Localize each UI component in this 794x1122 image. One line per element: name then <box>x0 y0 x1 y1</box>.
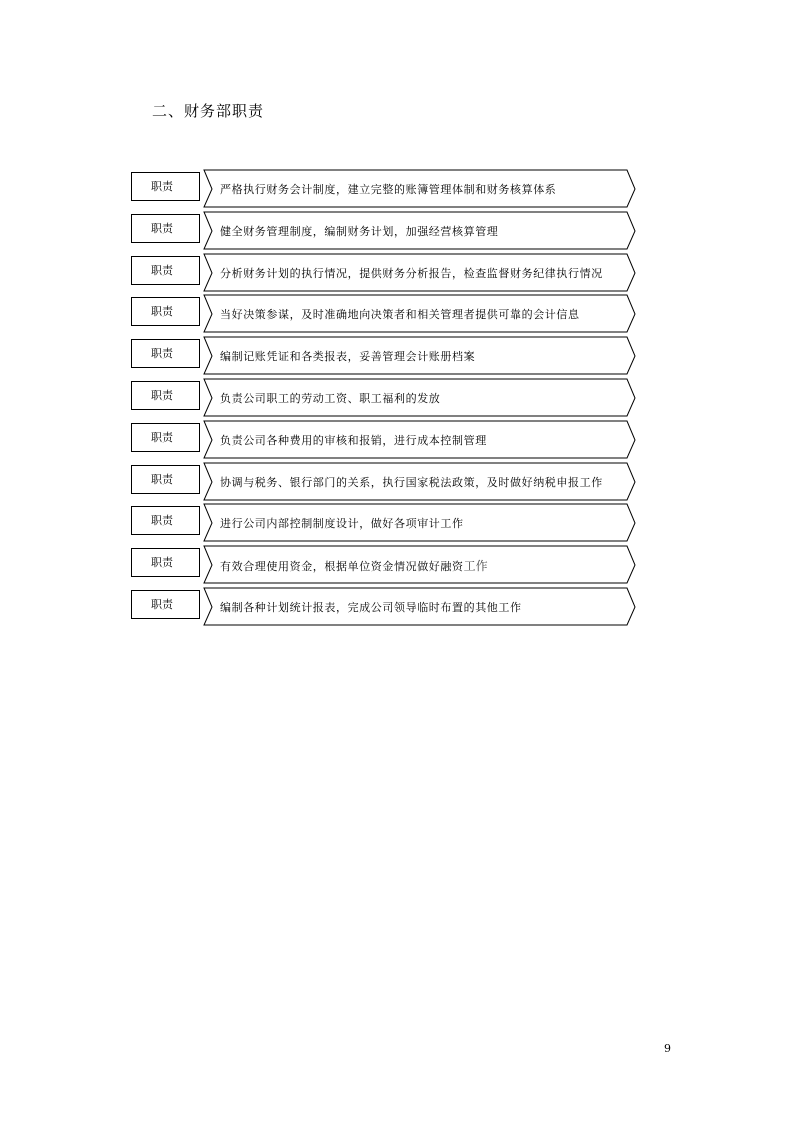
duty-text-main: 进行公司内部控制制度设计，做好各项审计工作 <box>220 517 464 531</box>
duty-row <box>130 378 640 418</box>
duty-tag: 职责 <box>131 590 200 619</box>
duty-tag: 职责 <box>131 214 200 243</box>
duty-row <box>130 587 640 627</box>
duty-row <box>130 462 640 502</box>
page-number: 9 <box>664 1042 671 1055</box>
duty-text <box>220 225 498 239</box>
duty-tag: 职责 <box>131 548 200 577</box>
duty-tag: 职责 <box>131 172 200 201</box>
duty-text <box>220 476 603 490</box>
duty-text-main: 当好决策参谋，及时准确地向决策者和相关管理者提供可靠的会计信息 <box>220 308 580 322</box>
duty-tag: 职责 <box>131 506 200 535</box>
duty-text <box>220 308 580 322</box>
duty-text-main: 严格执行财务会计制度，建立完整的账簿管理体制和财务核算体系 <box>220 183 557 196</box>
duty-row <box>130 294 640 334</box>
duty-text-main: 编制记账凭证和各类报表，妥善管理会计账册档案 <box>220 350 476 364</box>
duty-text-main: 协调与税务、银行部门的关系，执行国家税法政策，及时做好纳税申报工作 <box>220 475 603 489</box>
duty-tag: 职责 <box>131 423 200 452</box>
duty-text-main: 健全财务管理制度，编制财务计划，加强经营核算管理 <box>220 224 499 238</box>
duty-row <box>130 253 640 293</box>
duty-text <box>220 559 488 574</box>
duty-text-main: 负责公司各种费用的审核和报销，进行成本控制管理 <box>220 433 487 447</box>
section-title: 二、财务部职责 <box>152 102 265 120</box>
duty-tag: 职责 <box>131 256 200 285</box>
duty-text <box>220 267 603 281</box>
duty-tag: 职责 <box>131 465 200 494</box>
duty-text-main: 负责公司职工的劳动工资、职工福利的发放 <box>220 392 441 405</box>
duty-text <box>220 392 440 406</box>
duty-row <box>130 169 640 209</box>
duty-text <box>220 434 487 448</box>
duty-tag: 职责 <box>131 339 200 368</box>
duty-text-main: 编制各种计划统计报表，完成公司领导临时布置的其他工作 <box>220 601 522 614</box>
duty-text <box>220 350 475 364</box>
duty-text <box>220 183 556 197</box>
duty-row <box>130 503 640 543</box>
duty-row <box>130 420 640 460</box>
duty-tag: 职责 <box>131 381 200 410</box>
duty-row <box>130 336 640 376</box>
duty-tag: 职责 <box>131 297 200 326</box>
duty-text-main: 有效合理使用资金，根据单位资金情况做好融资 <box>220 560 464 574</box>
duty-text-main: 分析财务计划的执行情况，提供财务分析报告，检查监督财务纪律执行情况 <box>220 266 603 280</box>
duty-row <box>130 211 640 251</box>
duty-row <box>130 545 640 585</box>
duty-text <box>220 601 522 615</box>
duty-text-suffix: 工作 <box>463 559 488 574</box>
duty-text <box>220 517 464 531</box>
